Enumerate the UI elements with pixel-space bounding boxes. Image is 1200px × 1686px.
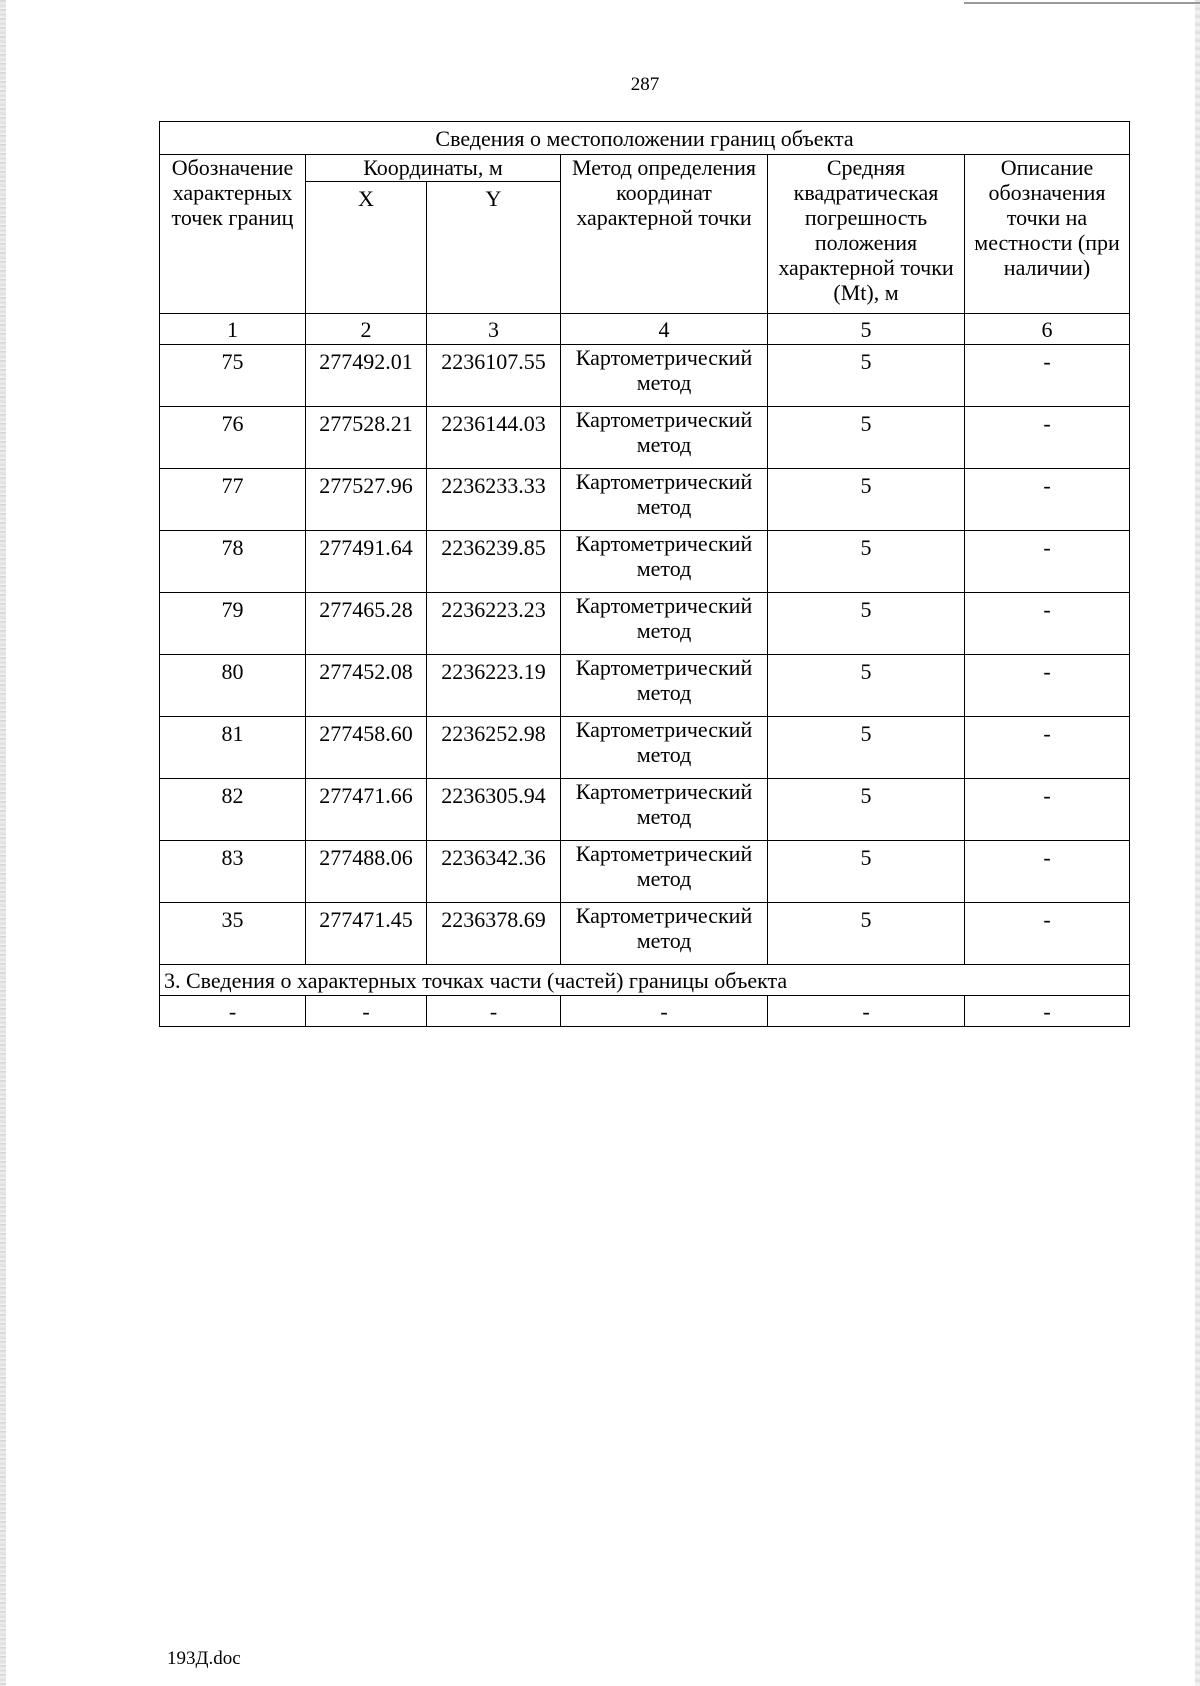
x-cell: 277492.01 [306, 345, 427, 407]
y-cell: 2236239.85 [427, 531, 561, 593]
description-cell: - [965, 345, 1130, 407]
method-text: Картометрический метод [575, 593, 753, 643]
method-text: Картометрический метод [575, 531, 753, 581]
method-text: Картометрический метод [575, 841, 753, 891]
error-cell: 5 [768, 345, 965, 407]
point-cell: 75 [160, 345, 306, 407]
table-row [160, 779, 1130, 841]
method-text: Картометрический метод [575, 345, 753, 395]
column-number: 4 [561, 314, 768, 345]
page-number: 287 [630, 74, 660, 95]
x-cell: 277471.66 [306, 779, 427, 841]
y-cell: 2236144.03 [427, 407, 561, 469]
error-cell: 5 [768, 407, 965, 469]
section3-row [160, 965, 1130, 996]
x-cell: 277491.64 [306, 531, 427, 593]
x-cell: 277465.28 [306, 593, 427, 655]
section3-value: - [306, 996, 427, 1027]
y-cell: 2236252.98 [427, 717, 561, 779]
table-row [160, 407, 1130, 469]
table-row [160, 593, 1130, 655]
footer-filename: 193Д.doc [167, 1648, 241, 1669]
header-description-text: Описание обозначения точки на местности (при наличии) [974, 155, 1120, 280]
error-cell: 5 [768, 779, 965, 841]
method-cell [561, 655, 768, 717]
point-cell: 35 [160, 903, 306, 965]
header-coordinates: Координаты, м [306, 155, 561, 182]
header-error [768, 155, 965, 314]
y-cell: 2236223.19 [427, 655, 561, 717]
section3-value: - [768, 996, 965, 1027]
method-text: Картометрический метод [575, 717, 753, 767]
method-cell [561, 841, 768, 903]
table-title-row [160, 122, 1130, 155]
table-row [160, 903, 1130, 965]
method-cell [561, 593, 768, 655]
method-cell [561, 345, 768, 407]
column-number: 3 [427, 314, 561, 345]
error-cell: 5 [768, 717, 965, 779]
point-cell: 79 [160, 593, 306, 655]
description-cell: - [965, 717, 1130, 779]
boundary-table [159, 121, 1130, 1027]
description-cell: - [965, 779, 1130, 841]
description-cell: - [965, 531, 1130, 593]
error-cell: 5 [768, 655, 965, 717]
section3-value: - [427, 996, 561, 1027]
table-row [160, 841, 1130, 903]
method-cell [561, 717, 768, 779]
table-row [160, 717, 1130, 779]
x-cell: 277471.45 [306, 903, 427, 965]
point-cell: 82 [160, 779, 306, 841]
section3-value: - [160, 996, 306, 1027]
section3-value: - [561, 996, 768, 1027]
method-cell [561, 531, 768, 593]
x-cell: 277528.21 [306, 407, 427, 469]
section3-title: 3. Сведения о характерных точках части (частей) границы объекта [160, 965, 1130, 996]
description-cell: - [965, 903, 1130, 965]
header-error-text: Средняя квадратическая погрешность положения характерной точки (Mt), м [778, 155, 954, 305]
point-cell: 83 [160, 841, 306, 903]
point-cell: 80 [160, 655, 306, 717]
scan-top-line [964, 2, 1200, 4]
error-cell: 5 [768, 531, 965, 593]
error-cell: 5 [768, 593, 965, 655]
method-text: Картометрический метод [575, 779, 753, 829]
y-cell: 2236378.69 [427, 903, 561, 965]
column-number: 2 [306, 314, 427, 345]
description-cell: - [965, 655, 1130, 717]
scan-edge-left [0, 0, 6, 1686]
method-cell [561, 779, 768, 841]
error-cell: 5 [768, 841, 965, 903]
method-text: Картометрический метод [575, 469, 753, 519]
y-cell: 2236342.36 [427, 841, 561, 903]
x-cell: 277458.60 [306, 717, 427, 779]
column-number-row [160, 314, 1130, 345]
header-row-1 [160, 155, 1130, 182]
point-cell: 81 [160, 717, 306, 779]
table-title: Сведения о местоположении границ объекта [160, 122, 1130, 155]
method-cell [561, 469, 768, 531]
method-text: Картометрический метод [575, 407, 753, 457]
table-row [160, 345, 1130, 407]
point-cell: 77 [160, 469, 306, 531]
method-text: Картометрический метод [575, 903, 753, 953]
description-cell: - [965, 469, 1130, 531]
header-y: Y [427, 182, 561, 314]
method-cell [561, 903, 768, 965]
header-designation [160, 155, 306, 314]
header-x: X [306, 182, 427, 314]
x-cell: 277488.06 [306, 841, 427, 903]
header-method-text: Метод определения координат характерной точки [571, 155, 757, 230]
y-cell: 2236223.23 [427, 593, 561, 655]
table-row [160, 655, 1130, 717]
x-cell: 277527.96 [306, 469, 427, 531]
y-cell: 2236305.94 [427, 779, 561, 841]
description-cell: - [965, 407, 1130, 469]
error-cell: 5 [768, 469, 965, 531]
y-cell: 2236107.55 [427, 345, 561, 407]
y-cell: 2236233.33 [427, 469, 561, 531]
method-cell [561, 407, 768, 469]
column-number: 5 [768, 314, 965, 345]
section3-values-row [160, 996, 1130, 1027]
point-cell: 76 [160, 407, 306, 469]
column-number: 1 [160, 314, 306, 345]
table-row [160, 531, 1130, 593]
method-text: Картометрический метод [575, 655, 753, 705]
description-cell: - [965, 841, 1130, 903]
column-number: 6 [965, 314, 1130, 345]
error-cell: 5 [768, 903, 965, 965]
scan-edge-right [1195, 0, 1200, 1686]
header-description [965, 155, 1130, 314]
header-method [561, 155, 768, 314]
section3-value: - [965, 996, 1130, 1027]
point-cell: 78 [160, 531, 306, 593]
header-designation-text: Обозначение характерных точек границ [171, 155, 294, 230]
description-cell: - [965, 593, 1130, 655]
x-cell: 277452.08 [306, 655, 427, 717]
table-row [160, 469, 1130, 531]
